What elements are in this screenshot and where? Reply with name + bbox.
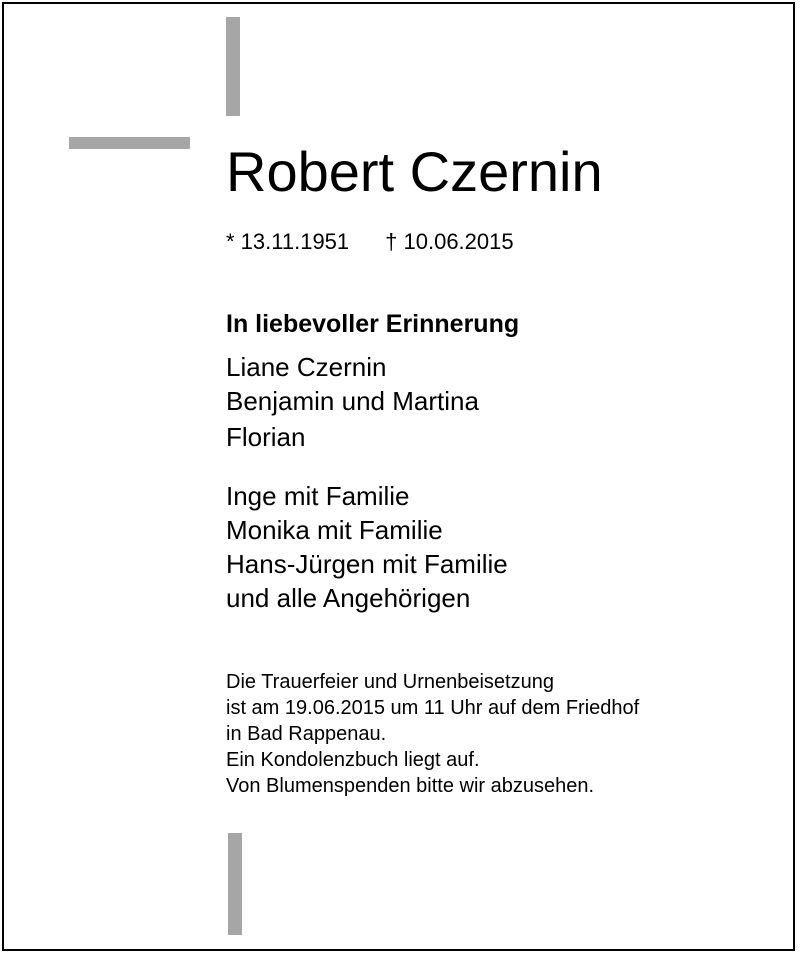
cross-left-bar [69,137,190,149]
cross-bottom-bar [228,833,242,935]
life-dates [226,228,514,256]
announcement-line: in Bad Rappenau. [226,723,387,745]
cross-top-bar [226,17,240,116]
mourners-primary [226,350,479,454]
announcement-line: ist am 19.06.2015 um 11 Uhr auf dem Friedhof [226,697,640,719]
mourner-name: Hans-Jürgen mit Familie [226,549,508,579]
mourners-secondary [226,479,508,615]
memorial-heading: In liebevoller Erinnerung [226,310,520,338]
mourner-name: Florian [226,422,306,452]
deceased-name: Robert Czernin [226,140,603,203]
mourner-name: Liane Czernin [226,352,387,382]
funeral-announcement [226,669,639,799]
mourner-name: Inge mit Familie [226,481,410,511]
death-date: † 10.06.2015 [385,229,514,254]
mourner-name: und alle Angehörigen [226,583,471,613]
announcement-line: Ein Kondolenzbuch liegt auf. [226,749,480,771]
mourner-name: Benjamin und Martina [226,386,479,416]
mourner-name: Monika mit Familie [226,515,443,545]
announcement-line: Von Blumenspenden bitte wir abzusehen. [226,775,595,797]
announcement-line: Die Trauerfeier und Urnenbeisetzung [226,671,554,693]
birth-date: * 13.11.1951 [226,229,350,254]
